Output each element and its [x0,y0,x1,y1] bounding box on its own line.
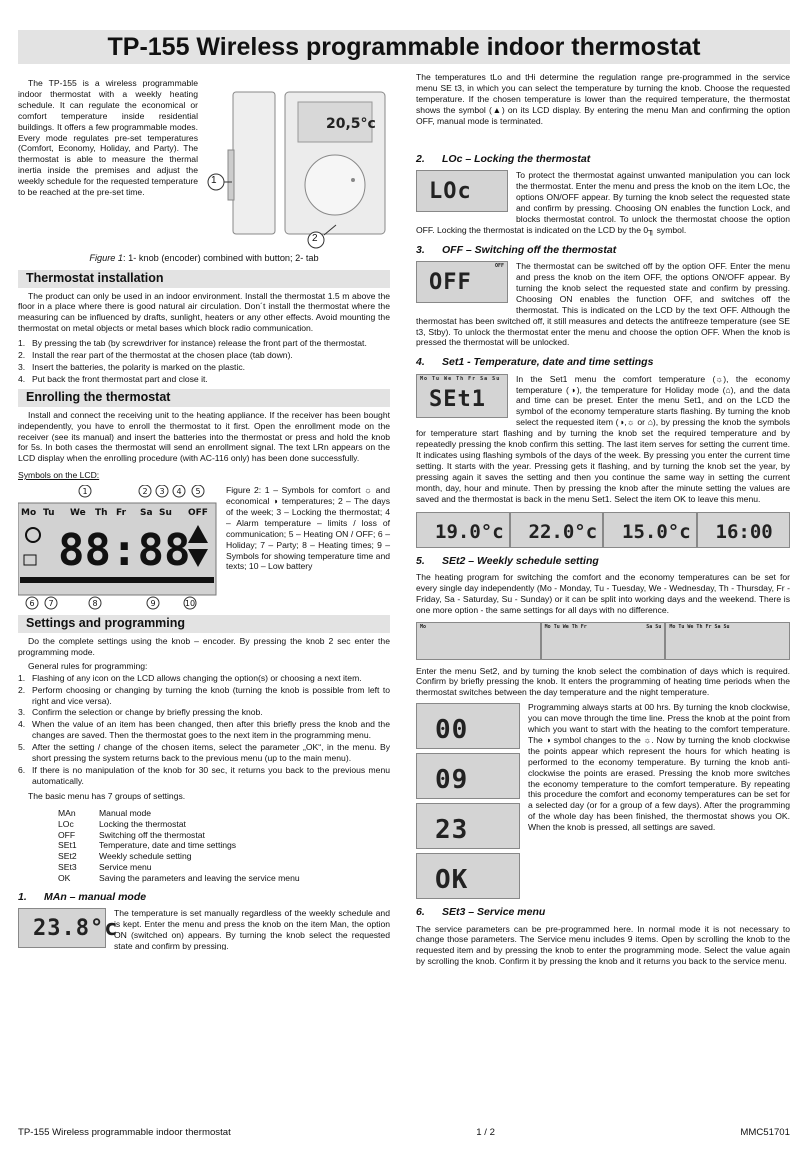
num-7: 7 [48,599,54,609]
basic-menu-list [58,808,390,884]
day-fr: Fr [116,508,127,519]
section-5-text-2: Enter the menu Set2, and by turning the knob select the combination of days which is required. Confirm by briefly pressing the knob. It enters the programming of heating time periods when the thermostat switches between the day temperature and the night temperature. [416,665,790,698]
lcd-09: 09 [416,753,520,799]
menu-row: LOc Locking the thermostat [58,818,186,829]
section-2-text: To protect the thermostat against unwanted manipulation you can lock the thermostat. Enter the menu and press the knob on the item LOc, the options ON/OFF appear. By turning the knob select the requested state and confirm by pressing. Choosing ON enables the function Lock, and blocks thermostat control. To unlock the thermostat choose the option OFF. Locking the thermostat is indicated on the LCD by the 0╖ symbol. [416,170,790,235]
page-title: TP-155 Wireless programmable indoor thermostat [18,30,790,64]
caption-text: : 1- knob (encoder) combined with button; 2- tab [123,253,319,263]
section-1-heading: 1. MAn – manual mode [18,891,147,904]
section-1-text: The temperature is set manually regardless of the weekly schedule and is kept. Enter the menu and press the knob on the item Man, the option ON (switched on) appears. By turning the knob select the requested state and confirm by pressing. [114,908,390,951]
set1-lcd: Mo Tu We Th Fr Sa Su SEt1 [416,374,508,418]
footer-title: TP-155 Wireless programmable indoor thermostat [18,1127,231,1138]
economy-temp-lcd: 19.0°c [416,512,510,548]
figure-2 [18,485,390,611]
list-item: 1. Flashing of any icon on the LCD allows changing the option(s) or choosing a next item. [18,672,362,683]
holiday-temp-lcd: 15.0°c [603,512,697,548]
lock-lcd: LOc [416,170,508,212]
comfort-temp-lcd: 22.0°c [510,512,604,548]
basic-menu-text: The basic menu has 7 groups of settings. [28,790,186,801]
caption-label: Figure 1 [89,253,124,263]
list-item: 6. If there is no manipulation of the knob for 30 sec, it returns you back to the previous menu automatically. [18,764,390,786]
install-steps [18,338,390,385]
programming-rules [18,673,390,787]
off-label: OFF [188,508,208,519]
intro-paragraph: The TP-155 is a wireless programmable indoor thermostat with a weekly heating schedule. It can regulate the economical or comfort temperature inside residential buildings. It offers a few programmable modes. Every mode regulates pre-set temperatures (Comfort, Economy, Holiday, and Party). The thermostat is able to measure the thermal inertia inside the premises and adjust the weekly schedule for the requested temperature to be reached at the pre-set time. [18,78,198,198]
general-rules-label: General rules for programming: [28,660,148,671]
lcd-ok: OK [416,853,520,899]
list-item: 1. By pressing the tab (by screwdriver for instance) release the front part of the thermostat. [18,338,367,349]
page-number: 1 / 2 [476,1127,495,1138]
section-2-heading: 2. LOc – Locking the thermostat [416,153,591,165]
section-4-text: In the Set1 menu the comfort temperature (☼), the economy temperature (◑), the temperature for Holiday mode (⌂), and the data and time can be preset. Enter the menu Set1, and on the LCD the symbol of the economy temperature starts flashing. By turning the knob select the requested item (◑,☼ or ⌂), by pressing the knob the symbols for temperature start flashing and by turning the knob set the required temperature and by repeatedly pressing the knob confirm this setting. The last item serves for setting the current time. It indicates using flashing symbols of the days of the week. By pressing you enter the current time setting. It starts with the year. Pressing gets it flashing, and by turning the knob set the year, by pressing again it saves the setting and then you continue the same way in setting the current month, day, hour and minute. Then by pressing the knob after the minute setting the values are saved and the thermostat is back in the menu Set1. Select the item OK to leave this menu. [416,373,790,504]
list-item: 2. Install the rear part of the thermostat at the chosen place (tab down). [18,350,293,361]
list-item: 4. When the value of an item has been changed, then after this briefly press the knob and the changes are saved. Then the thermostat goes to the next item in the programming menu. [18,719,390,741]
fig1-display: 20,5°c [326,116,376,132]
off-lcd: OFF OFF [416,261,508,303]
lcd-digits: 88:88 [58,525,191,577]
num-9: 9 [150,599,156,609]
document-code: MMC51701 [740,1127,790,1138]
right-column [416,72,790,968]
set2-lcd-stack [416,703,520,899]
day-sa: Sa [140,508,153,519]
lcd-00: 00 [416,703,520,749]
all-days-lcd: Mo Tu We Th Fr Sa Su [665,622,790,660]
callout-1: 1 [211,175,217,186]
menu-row: OK Saving the parameters and leaving the service menu [58,873,300,884]
section-heading-settings: Settings and programming [18,615,390,633]
section-5-text-3: Programming always starts at 00 hrs. By turning the knob clockwise, you can move through the time line. Press the knob at the point from which you want to start with the heating to the comfort temperature. The ◑ symbol changes to the ☼. Now by turning the knob clockwise the points appear which represent the hours for which heating is performed to the economy temperature. By turning the knob anti-clockwise the points are erased. Pressing the knob more switches the economy temperature to the comfort temperature. By repeating this procedure the comfort and economy temperatures can be set for a selected day (or for a group of a few days). After the programming of the whole day has been finished, the thermostat shows you OK. When the knob is pressed, all settings are saved. [528,702,790,833]
enroll-text: Install and connect the receiving unit to the heating appliance. If the receiver has been bought independently, you have to enroll the thermostat to it first. Open the enrollment mode on the receiver (see its manual) and insert the batteries into the thermostat or press and hold the knob for 5s. In both cases the thermostat will send an enrollment signal. The text LRn appears on the LCD display when the enrolling procedure (with AC-116 only) has been done successfully. [18,409,390,464]
list-item: 5. After the setting / change of the chosen items, select the parameter „OK“, in the menu. By short pressing the system returns back to the previous menu (up to the main menu). [18,742,390,764]
day-th: Th [95,508,108,519]
lcd-23: 23 [416,803,520,849]
set2-day-strip [416,622,790,660]
num-1: 1 [82,487,88,497]
day-mo: Mo [21,508,37,519]
figure-1 [18,78,390,250]
intro-text [18,78,198,199]
left-column [18,78,390,951]
section-3-text: The thermostat can be switched off by the option OFF. Enter the menu and press the knob on the item OFF, the options ON/OFF appear. By turning the knob select the requested state and confirm by pressing. Choosing ON enables the function OFF, and switches off the thermostat. This is indicated on the LCD by the text OFF. Although the thermostat has been switched off, it still measures and detects the antifreeze temperature (see SE t3, Stby). To unlock the thermostat enter the menu and choose the option OFF. When the knob is pressed the thermostat will be unlocked. [416,261,790,348]
list-item: 4. Put back the front thermostat part and close it. [18,373,208,384]
menu-row: MAn Manual mode [58,807,152,818]
num-6: 6 [29,599,35,609]
list-item: 2. Perform choosing or changing by turning the knob (turning the knob is possible from left to right and vice versa). [18,684,390,706]
section-heading-install: Thermostat installation [18,270,390,288]
section-6-heading: 6. SEt3 – Service menu [416,906,546,919]
page-footer [18,1127,790,1139]
day-we: We [70,508,86,519]
figure-1-caption [18,253,390,265]
time-lcd: 16:00 [697,512,791,548]
section-6-text: The service parameters can be pre-programmed here. In normal mode it is not necessary to change those parameters. The Service menu includes 9 items. Open by scrolling the knob to the requested item and by pressing the knob to enter the programming mode. Select the value again by scrolling the knob. Confirm it by pressing the knob and it returns you back to the service menu. [416,923,790,967]
manual-mode-lcd: 23.8°c [18,908,106,948]
menu-row: SEt2 Weekly schedule setting [58,851,192,862]
install-text: The product can only be used in an indoor environment. Install the thermostat 1.5 m above the floor in a place where there is good natural air circulation. Don´t install the thermostat where the measuring can be influenced by drafts, sunlight, heaters or any other effects. Avoid mounting the thermostat on metal objects or metal bases which block radio communication. [18,290,390,334]
section-1-continued: The temperatures tLo and tHi determine the regulation range pre-programmed in the service menu SE t3, in which you can select the temperature by turning the knob. Choose the requested temperature. If the chosen temperature is lower than the required temperature, the thermostat shows the symbol (▲) on its LCD display. By entering the menu Man and confirming the option OFF, manual mode is terminated. [416,72,790,126]
section-5-heading: 5. SEt2 – Weekly schedule setting [416,554,599,567]
num-10: 10 [184,599,196,609]
num-8: 8 [92,599,98,609]
num-4: 4 [176,487,182,497]
day-su: Su [159,508,172,519]
thermostat-drawing [198,90,390,252]
section-5-text: The heating program for switching the comfort and the economy temperatures can be set for every single day independently (Mo - Monday, Tu - Tuesday, We - Wednesday, Th - Thursday, Fr - Friday, Sa - Saturday, Su - Sunday) or it can be split into working days and the weekend. There is one more option - the same settings for all days with no difference. [416,571,790,615]
num-3: 3 [159,487,165,497]
menu-row: SEt3 Service menu [58,862,152,873]
day-mode-lcd: Mo [416,622,541,660]
callout-2: 2 [312,233,318,244]
num-5: 5 [195,487,201,497]
num-2: 2 [142,487,148,497]
menu-row: SEt1 Temperature, date and time settings [58,840,237,851]
list-item: 3. Confirm the selection or change by briefly pressing the knob. [18,707,263,718]
set1-lcd-strip [416,512,790,548]
figure-2-caption: Figure 2: 1 – Symbols for comfort ☼ and economical ◑ temperatures; 2 – The days of the week; 3 – Locking the thermostat; 4 – Alarm temperature – limits / loss of communication; 5 – Heating ON / OFF; 6 – Holiday; 7 – Party; 8 – Heating times; 9 – Symbols for showing temperature time and texts; 10 – Low battery [226,485,390,572]
section-heading-enroll: Enrolling the thermostat [18,389,390,407]
settings-text: Do the complete settings using the knob – encoder. By pressing the knob 2 sec enter the programming mode. [18,636,390,657]
section-3-heading: 3. OFF – Switching off the thermostat [416,243,617,256]
lcd-symbols-diagram [18,485,218,611]
day-tu: Tu [43,508,55,519]
workweek-mode-lcd: Mo Tu We Th Fr Sa Su [541,622,666,660]
symbols-label: Symbols on the LCD: [18,470,100,481]
list-item: 3. Insert the batteries, the polarity is marked on the plastic. [18,362,246,372]
menu-row: OFF Switching off the thermostat [58,829,205,840]
section-4-heading: 4. Set1 - Temperature, date and time settings [416,356,654,369]
